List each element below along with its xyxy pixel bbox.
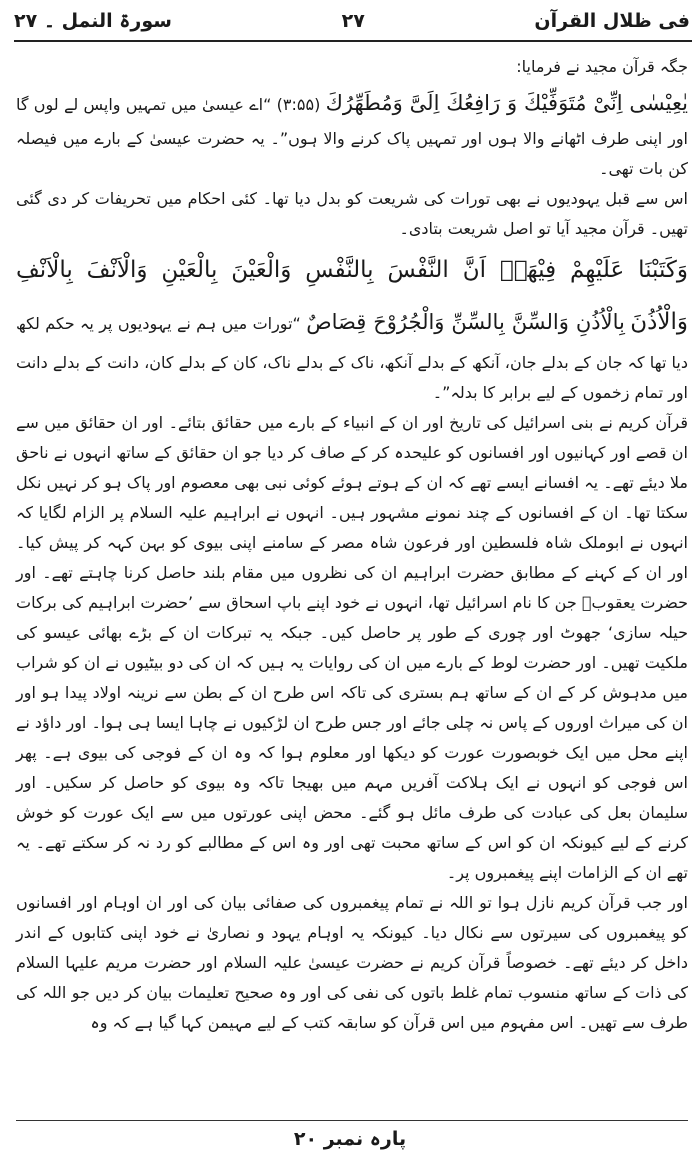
footer-divider bbox=[16, 1120, 688, 1121]
verse-1-arabic: يٰعِيْسٰى اِنِّىْ مُتَوَفِّيْكَ وَ رَافِعُكَ اِلَىَّ وَمُطَهِّرُكَ bbox=[325, 91, 688, 115]
verse-1 bbox=[16, 82, 688, 184]
main-text bbox=[16, 52, 688, 1038]
header-divider bbox=[14, 40, 692, 42]
running-header bbox=[14, 4, 690, 38]
surah-name: سورۃ النمل ۔ ۲۷ bbox=[14, 10, 172, 32]
verse-1-translation: “اے عیسیٰ میں تمہیں واپس لے لوں گا اور اپنی طرف اٹھانے والا ہوں اور تمہیں پاک کرنے والا ہوں”۔ یہ حضرت عیسیٰ کے بارے میں فیصلہ کن بات تھی۔ bbox=[16, 95, 688, 178]
verse-2-arabic-line-1: وَكَتَبْنَا عَلَيْهِمْ فِيْهَاۤ اَنَّ النَّفْسَ بِالنَّفْسِ وَالْعَيْنَ بِالْعَيْنِ وَالْاَنْفَ بِالْاَنْفِ وَالْاُذُنَ bbox=[16, 257, 689, 335]
book-title: فی ظلال القرآن bbox=[534, 10, 690, 32]
verse-2 bbox=[16, 244, 688, 408]
paragraph-3: قرآن کریم نے بنی اسرائیل کی تاریخ اور ان کے انبیاء کے بارے میں حقائق بتائے۔ اور ان حقائق میں سے ان قصے اور کہانیوں اور افسانوں کو علیحدہ کر کے صاف کر دیا جو ان حقائق کے ساتھ انہوں نے ناحق ملا دیئے تھے۔ یہ افسانے ایسے تھے کہ ان کے ہوتے ہوئے کوئی نبی بھی معصوم اور پاک ہو کر نہیں نکل سکتا تھا۔ ان کے افسانوں کے چند نمونے مشہور ہیں۔ انہوں نے ابراہیم علیہ السلام پر الزام لگایا کہ انہوں نے ابوملک شاہ فلسطین اور فرعون شاہ مصر کے سامنے اپنی بیوی کو بہن کہہ کر پیش کیا۔ اور ان کے کہنے کے مطابق حضرت ابراہیم ان کی نظروں میں مقام بلند حاصل کرنا چاہتے تھے۔ اور حضرت یعقوبؑ جن کا نام اسرائیل تھا، انہوں نے خود اپنے باپ اسحاق سے ’حضرت ابراہیم کی برکات حیلہ سازی‘ جھوٹ اور چوری کے طور پر حاصل کیں۔ جبکہ یہ تبرکات ان کے بڑے بھائی عیسو کی ملکیت تھیں۔ اور حضرت لوط کے بارے میں ان کی روایات یہ ہیں کہ ان کی دو بیٹیوں نے ان کو شراب میں مدہوش کر کے ان کے ساتھ ہم بستری کی تاکہ اس طرح ان کے بطن سے نرینہ اولاد پیدا ہو اور ان کی میراث اوروں کے پاس نہ چلی جائے اور جس طرح ان لڑکیوں نے چاہا ایسا ہی ہوا۔ اور داؤد نے اپنے محل میں ایک خوبصورت عورت کو دیکھا اور معلوم ہوا کہ وہ ان کے فوجی کی بیوی ہے۔ پھر اس فوجی کو انہوں نے ایک ہلاکت آفریں مہم میں بھیجا تاکہ وہ بیوی کو حاصل کر سکیں۔ اور سلیمان بعل کی عبادت کی طرف مائل ہو گئے۔ محض اپنی عورتوں میں سے ایک عورت کو خوش کرنے کے لیے کیونکہ ان کو اس کے ساتھ محبت تھی اور وہ اس کے مطالبے کو رد نہ کر سکتے تھے۔ یہ تھے ان کے الزامات اپنے پیغمبروں پر۔ bbox=[16, 413, 689, 882]
verse-1-reference: (۳:۵۵) bbox=[276, 95, 321, 114]
verse-2-translation: “تورات میں ہم نے یہودیوں پر یہ حکم لکھ دیا تھا کہ جان کے بدلے جان، آنکھ کے بدلے آنکھ، ناک کے بدلے ناک، کان کے بدلے کان، دانت کے بدلے دانت اور تمام زخموں کے لیے برابر کا بدلہ”۔ bbox=[16, 314, 688, 402]
page-number: ۲۷ bbox=[341, 10, 365, 32]
paragraph-4: اور جب قرآن کریم نازل ہوا تو اللہ نے تمام پیغمبروں کی صفائی بیان کی اور ان اوہام اور افسانوں کو پیغمبروں کی سیرتوں سے نکال دیا۔ کیونکہ یہ اوہام یہود و نصاریٰ نے خود اپنی کتابوں کے اندر داخل کر دیئے تھے۔ خصوصاً قرآن کریم نے حضرت عیسیٰ علیہ السلام اور حضرت مریم علیہا السلام کی ذات کے ساتھ منسوب تمام غلط باتوں کی نفی کی اور وہ صحیح تعلیمات بیان کر دیں جو اللہ کی طرف سے تھیں۔ اس مفہوم میں اس قرآن کو سابقہ کتب کے لیے مہیمن کہا گیا ہے کہ وہ bbox=[16, 893, 688, 1032]
paragraph-2: اس سے قبل یہودیوں نے بھی تورات کی شریعت کو بدل دیا تھا۔ کئی احکام میں تحریفات کر دی گئی تھیں۔ قرآن مجید آیا تو اصل شریعت بتادی۔ bbox=[16, 189, 688, 238]
para-number-footer: پارہ نمبر ۲۰ bbox=[293, 1128, 407, 1150]
verse-2-arabic-line-2: بِالْاُذُنِ وَالسِّنَّ بِالسِّنِّ وَالْجُرُوْحَ قِصَاصٌ bbox=[306, 310, 625, 334]
intro-line: جگہ قرآن مجید نے فرمایا: bbox=[516, 57, 688, 76]
